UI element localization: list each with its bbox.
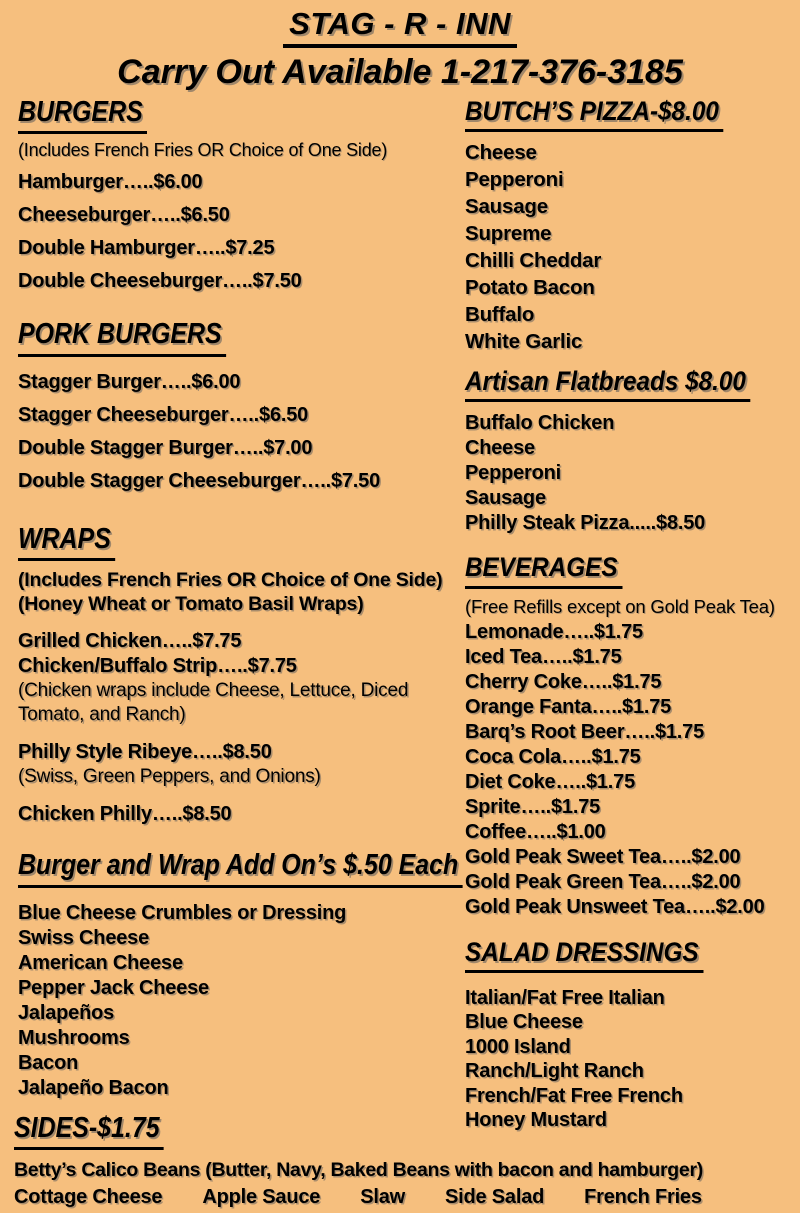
menu-item: Lemonade…..$1.75 [465,620,643,643]
sides-heading [14,1112,794,1150]
menu-item: Chicken/Buffalo Strip…..$7.75 [18,655,297,678]
menu-item: French/Fat Free French [465,1084,683,1107]
menu-item: American Cheese [18,951,183,974]
salad-dressings-items [465,986,797,1133]
menu-item: Double Cheeseburger…..$7.50 [18,270,302,293]
sides-heading-text: SIDES-$1.75 [14,1112,164,1150]
menu-item: Chicken Philly…..$8.50 [18,803,232,826]
menu-item: Chilli Cheddar [465,249,602,273]
menu-item: Buffalo Chicken [465,412,615,435]
burgers-items [18,166,463,298]
menu-item: Jalapeños [18,1001,115,1024]
pork-burgers-heading-text: PORK BURGERS [18,318,226,356]
menu-item: Gold Peak Sweet Tea…..$2.00 [465,845,741,868]
menu-item: Apple Sauce [202,1186,321,1209]
pizza-items [465,139,797,355]
flatbreads-heading [465,366,797,402]
menu-item: Jalapeño Bacon [18,1076,169,1099]
section-flatbreads [465,366,797,536]
menu-item: Stagger Cheeseburger…..$6.50 [18,403,309,426]
carry-out-phone: Carry Out Available 1-217-376-3185 [117,53,683,91]
beverages-heading-text: BEVERAGES [465,552,622,588]
section-wraps [18,523,463,827]
flatbreads-heading-text: Artisan Flatbreads $8.00 [465,366,750,402]
menu-item: Sausage [465,487,546,510]
menu-item: Mushrooms [18,1026,130,1049]
sides-beans-line: Betty’s Calico Beans (Butter, Navy, Baked Beans with bacon and hamburger) [14,1159,703,1182]
flatbreads-items [465,411,797,536]
wraps-items [18,568,463,827]
menu-item: Swiss Cheese [18,926,150,949]
beverages-heading [465,552,797,588]
beverages-items [465,620,797,920]
menu-item: Diet Coke…..$1.75 [465,770,636,793]
menu-item: Gold Peak Green Tea…..$2.00 [465,870,741,893]
menu-item: Orange Fanta…..$1.75 [465,695,672,718]
salad-dressings-heading-text: SALAD DRESSINGS [465,937,703,973]
menu-item: Blue Cheese Crumbles or Dressing [18,901,347,924]
section-pizza [465,96,797,355]
menu-item: Pepper Jack Cheese [18,976,209,999]
menu-item: Honey Mustard [465,1109,607,1132]
menu-item: (Chicken wraps include Cheese, Lettuce, Diced Tomato, and Ranch) [18,680,409,726]
menu-item: Bacon [18,1051,79,1074]
add-ons-items [18,901,463,1101]
menu-item: Supreme [465,222,552,246]
menu-item: Italian/Fat Free Italian [465,986,665,1009]
menu-item: Cherry Coke…..$1.75 [465,670,662,693]
pork-burgers-items [18,366,463,498]
add-ons-heading-text: Burger and Wrap Add On’s $.50 Each [18,849,463,887]
menu-item: French Fries [584,1186,702,1209]
menu-item: Coca Cola…..$1.75 [465,745,641,768]
menu-item: Pepperoni [465,168,564,192]
menu-item: Barq’s Root Beer…..$1.75 [465,720,704,743]
menu-item: Double Stagger Cheeseburger…..$7.50 [18,469,381,492]
menu-item: (Swiss, Green Peppers, and Onions) [18,766,321,788]
wraps-heading-text: WRAPS [18,523,115,561]
menu-item: Cheeseburger…..$6.50 [18,204,230,227]
menu-item: Potato Bacon [465,276,595,300]
menu-item: Side Salad [444,1186,545,1209]
wraps-heading [18,523,463,561]
burgers-heading [18,96,463,134]
menu-item: Sprite…..$1.75 [465,795,601,818]
left-column [18,96,463,1101]
add-ons-heading [18,849,463,887]
restaurant-title-row [0,6,800,48]
pork-burgers-heading [18,318,463,356]
menu-item: Cheese [465,437,535,460]
section-add-ons [18,849,463,1100]
menu-item: (Includes French Fries OR Choice of One Side) [18,569,443,592]
right-column [465,96,797,1133]
salad-dressings-heading [465,937,797,973]
menu-item: Sausage [465,195,548,219]
menu-item: Philly Steak Pizza.....$8.50 [465,512,706,535]
section-pork-burgers [18,318,463,497]
section-beverages [465,552,797,919]
menu-item: Buffalo [465,303,535,327]
menu-item: Gold Peak Unsweet Tea…..$2.00 [465,895,765,918]
menu-header [0,6,800,92]
pizza-heading [465,96,797,132]
menu-item: Blue Cheese [465,1011,583,1034]
restaurant-title: STAG - R - INN [283,6,517,48]
menu-item: White Garlic [465,330,583,354]
menu-item: Cottage Cheese [14,1186,163,1209]
menu-item: Stagger Burger…..$6.00 [18,370,241,393]
beverages-note: (Free Refills except on Gold Peak Tea) [465,595,775,617]
section-burgers [18,96,463,298]
sides-items [14,1186,794,1209]
menu-item: Coffee…..$1.00 [465,820,606,843]
menu-item: Grilled Chicken…..$7.75 [18,630,242,653]
menu-item: Double Hamburger…..$7.25 [18,237,275,260]
menu-item: Double Stagger Burger…..$7.00 [18,436,313,459]
burgers-note: (Includes French Fries OR Choice of One Side) [18,140,388,161]
section-sides [14,1112,794,1209]
pizza-heading-text: BUTCH’S PIZZA-$8.00 [465,96,723,132]
section-salad-dressings [465,937,797,1133]
menu-item: Cheese [465,141,537,165]
menu-item: (Honey Wheat or Tomato Basil Wraps) [18,593,364,616]
menu-item: Iced Tea…..$1.75 [465,645,622,668]
menu-item: Philly Style Ribeye…..$8.50 [18,741,272,764]
menu-item: Hamburger…..$6.00 [18,171,203,194]
menu-item: Pepperoni [465,462,561,485]
burgers-heading-text: BURGERS [18,96,147,134]
menu-item: Slaw [360,1186,405,1209]
menu-item: 1000 Island [465,1035,571,1058]
menu-item: Ranch/Light Ranch [465,1060,644,1083]
